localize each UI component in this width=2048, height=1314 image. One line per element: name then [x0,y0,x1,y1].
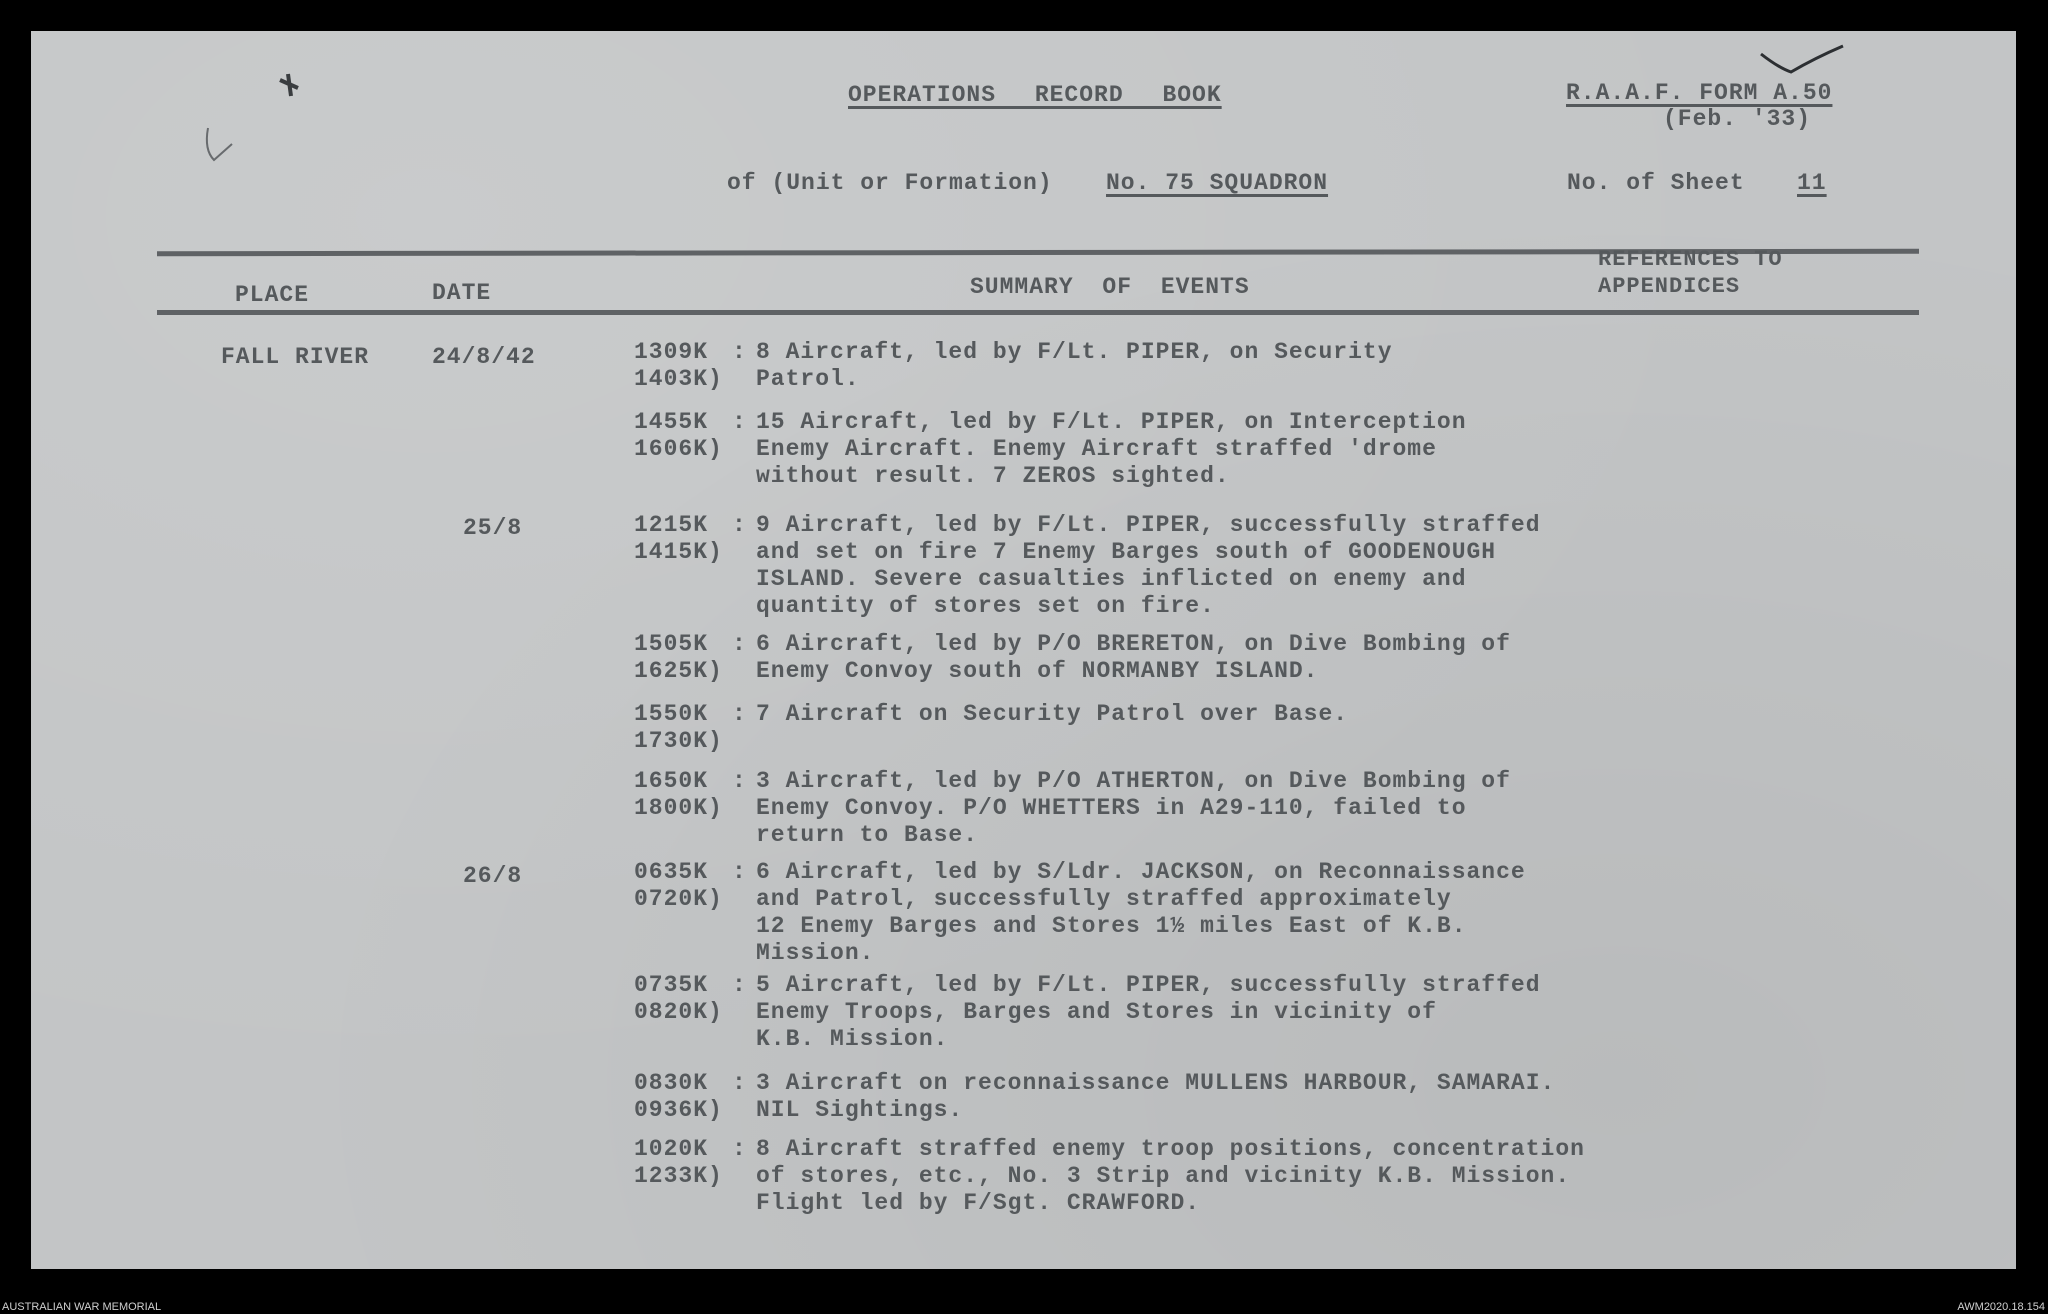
entry-summary: 6 Aircraft, led by P/O BRERETON, on Dive Bombing of Enemy Convoy south of NORMANBY ISLAND. [756,631,1511,684]
entry-summary: 3 Aircraft on reconnaissance MULLENS HARBOUR, SAMARAI. NIL Sightings. [756,1070,1556,1123]
entry-time: 1309K 1403K) [634,339,723,392]
entry-date: 25/8 [463,515,523,541]
entry-time: 1215K 1415K) [634,512,723,565]
entry-time: 0830K 0936K) [634,1070,723,1123]
entry-summary: 8 Aircraft, led by F/Lt. PIPER, on Security Patrol. [756,339,1393,392]
entry-summary: 8 Aircraft straffed enemy troop positions, concentration of stores, etc., No. 3 Strip and vicinity K.B. Mission. Flight led by F/Sgt. CRAWFORD. [756,1136,1585,1216]
entry-time: 1020K 1233K) [634,1136,723,1189]
form-number: R.A.A.F. FORM A.50 [1566,80,1833,106]
entry-separator: : [732,1070,747,1096]
entry-separator: : [732,631,747,657]
entry-summary: 6 Aircraft, led by S/Ldr. JACKSON, on Reconnaissance and Patrol, successfully straffed approximately 12 Enemy Barges and Stores 1½ miles East of K.B. Mission. [756,859,1526,966]
entry-date: 26/8 [463,863,523,889]
column-header-summary: SUMMARY OF EVENTS [970,274,1250,300]
unit-name: No. 75 SQUADRON [1106,170,1329,196]
entry-place: FALL RIVER [221,344,370,370]
entry-time: 0735K 0820K) [634,972,723,1025]
sheet-label: No. of Sheet [1567,170,1745,196]
column-header-place: PLACE [235,282,310,308]
column-header-date: DATE [432,280,492,306]
entry-summary: 3 Aircraft, led by P/O ATHERTON, on Dive Bombing of Enemy Convoy. P/O WHETTERS in A29-110, failed to return to Base. [756,768,1511,848]
entry-time: 0635K 0720K) [634,859,723,912]
table-header-rule [157,310,1919,315]
entry-time: 1650K 1800K) [634,768,723,821]
footer-source: AUSTRALIAN WAR MEMORIAL [2,1301,162,1313]
form-date: (Feb. '33) [1663,106,1812,132]
entry-time: 1455K 1606K) [634,409,723,462]
ink-mark-top-left [150,60,300,170]
sheet-number: 11 [1797,170,1827,196]
entry-separator: : [732,859,747,885]
entry-separator: : [732,409,747,435]
entry-summary: 15 Aircraft, led by F/Lt. PIPER, on Interception Enemy Aircraft. Enemy Aircraft straffed 'drome without result. 7 ZEROS sighted. [756,409,1467,489]
entry-date: 24/8/42 [432,344,536,370]
entry-time: 1505K 1625K) [634,631,723,684]
unit-label: of (Unit or Formation) [727,170,1053,196]
entry-summary: 7 Aircraft on Security Patrol over Base. [756,701,1349,727]
entry-time: 1550K 1730K) [634,701,723,754]
entry-separator: : [732,701,747,727]
document-title: OPERATIONS RECORD BOOK [848,82,1222,108]
entry-separator: : [732,972,747,998]
entry-separator: : [732,1136,747,1162]
entry-separator: : [732,768,747,794]
entry-summary: 9 Aircraft, led by F/Lt. PIPER, successfully straffed and set on fire 7 Enemy Barges south of GOODENOUGH ISLAND. Severe casualties inflicted on enemy and quantity of stores set on fire. [756,512,1541,619]
column-header-references: REFERENCES TO APPENDICES [1598,247,1783,299]
entry-separator: : [732,339,747,365]
entry-separator: : [732,512,747,538]
entry-summary: 5 Aircraft, led by F/Lt. PIPER, successfully straffed Enemy Troops, Barges and Stores in vicinity of K.B. Mission. [756,972,1541,1052]
footer-accession-number: AWM2020.18.154 [1957,1301,2045,1313]
